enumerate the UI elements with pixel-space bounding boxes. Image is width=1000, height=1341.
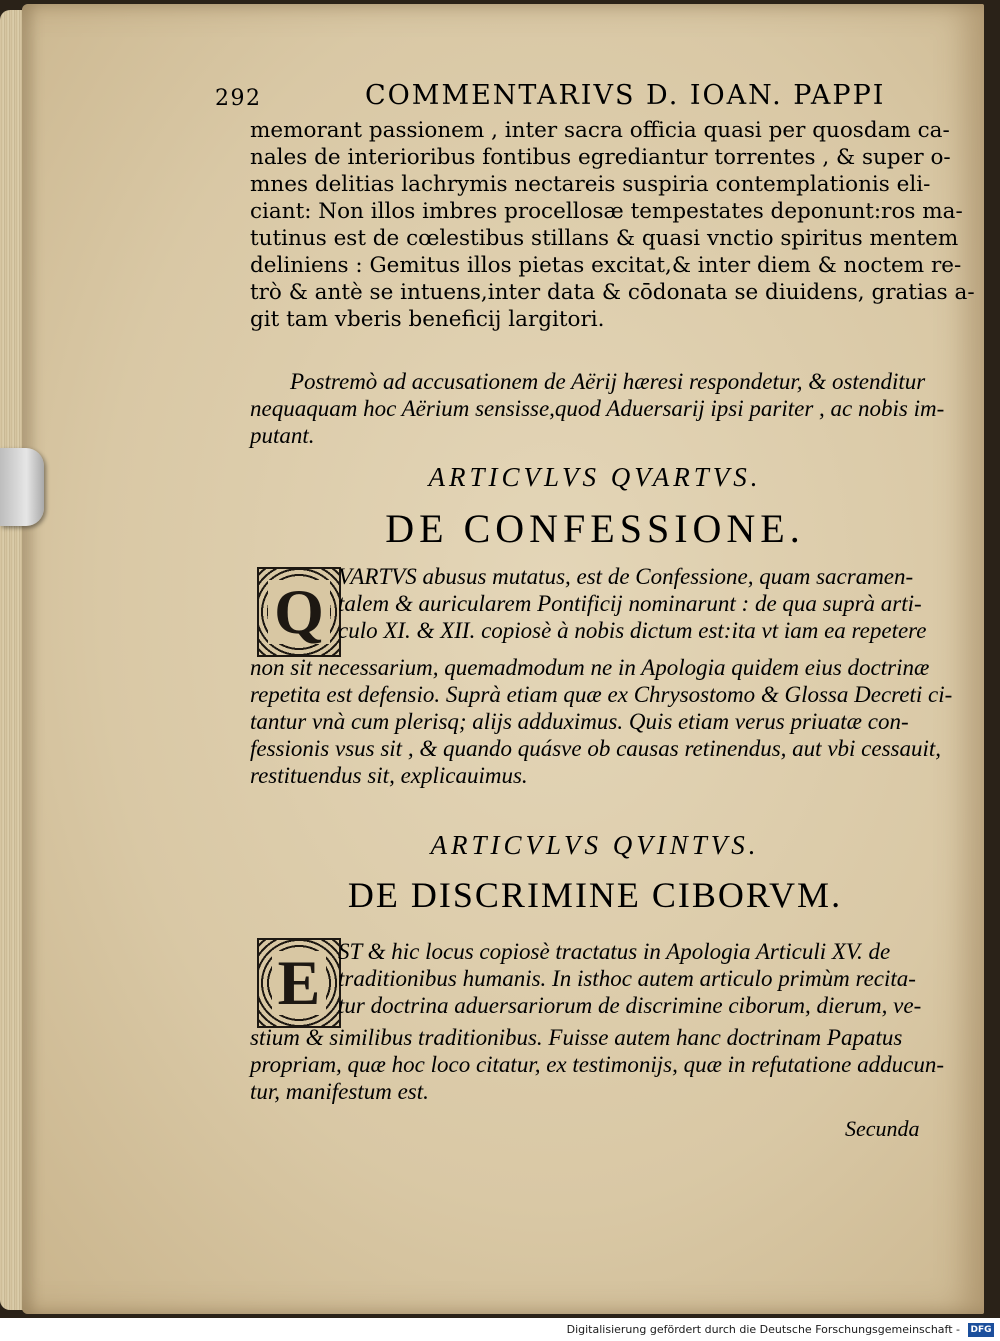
initial-letter: Q: [268, 580, 330, 644]
paragraph-2: [250, 368, 945, 449]
running-head: [215, 78, 935, 118]
article-text-beside-initial: [338, 938, 938, 1019]
text-line: mnes delitias lachrymis nectareis suspiria contemplationis eli-: [250, 172, 931, 197]
paragraph-1: [250, 117, 975, 333]
ornamental-initial: [257, 938, 341, 1028]
text-line: Postremò ad accusationem de Aërij hæresi respondetur, & ostenditur: [290, 369, 926, 394]
text-line: trò & antè se intuens,inter data & cōdonata se diuidens, gratias a-: [250, 280, 975, 305]
article-text: [250, 1024, 944, 1105]
text-line: tur doctrina aduersariorum de discrimine ciborum, dierum, ve-: [338, 993, 922, 1018]
text-line: culo XI. & XII. copiosè à nobis dictum est:ita vt iam ea repetere: [338, 618, 927, 643]
page-number: 292: [215, 86, 262, 111]
text-line: ST & hic locus copiosè tractatus in Apologia Articuli XV. de: [338, 939, 891, 964]
text-line: tur, manifestum est.: [250, 1079, 429, 1104]
text-line: deliniens : Gemitus illos pietas excitat,& inter diem & noctem re-: [250, 253, 962, 278]
text-line: nales de interioribus fontibus egrediantur torrentes , & super o-: [250, 145, 951, 170]
section-title: DE CONFESSIONE.: [385, 506, 805, 551]
dfg-logo-icon: DFG: [968, 1323, 994, 1337]
text-line: fessionis vsus sit , & quando quásve ob causas retinendus, aut vbi cessauit,: [250, 736, 942, 761]
text-line: ciant: Non illos imbres procellosæ tempestates deponunt:ros ma-: [250, 199, 963, 224]
ornamental-initial: [257, 567, 341, 657]
catchword: Secunda: [845, 1116, 920, 1141]
page-marker-tab: [0, 448, 44, 526]
article-heading: ARTICVLVS QVARTVS.: [428, 462, 762, 492]
text-line: non sit necessarium, quemadmodum ne in Apologia quidem eius doctrinæ: [250, 655, 930, 680]
text-line: repetita est defensio. Suprà etiam quæ ex Chrysostomo & Glossa Decreti ci-: [250, 682, 953, 707]
text-line: nequaquam hoc Aërium sensisse,quod Aduersarij ipsi pariter , ac nobis im-: [250, 396, 945, 421]
text-line: talem & auricularem Pontificij nominarunt : de qua suprà arti-: [338, 591, 922, 616]
article-text-beside-initial: [338, 563, 938, 644]
initial-letter: E: [272, 951, 327, 1015]
digitization-footer: [0, 1318, 1000, 1341]
article-text: [250, 654, 953, 789]
text-line: git tam vberis beneficij largitori.: [250, 307, 605, 332]
article-heading: ARTICVLVS QVINTVS.: [430, 830, 760, 860]
text-line: restituendus sit, explicauimus.: [250, 763, 528, 788]
text-line: tutinus est de cœlestibus stillans & quasi vnctio spiritus mentem: [250, 226, 959, 251]
text-line: stium & similibus traditionibus. Fuisse autem hanc doctrinam Papatus: [250, 1025, 903, 1050]
running-title: COMMENTARIVS D. IOAN. PAPPI: [365, 80, 886, 111]
text-line: VARTVS abusus mutatus, est de Confessione, quam sacramen-: [338, 564, 914, 589]
text-line: traditionibus humanis. In isthoc autem articulo primùm recita-: [338, 966, 916, 991]
text-line: tantur vnà cum plerisq; alijs adduximus. Quis etiam verus priuatæ con-: [250, 709, 909, 734]
text-line: propriam, quæ hoc loco citatur, ex testimonijs, quæ in refutatione adducun-: [250, 1052, 944, 1077]
section-title: DE DISCRIMINE CIBORVM.: [347, 875, 843, 915]
text-line: putant.: [250, 423, 315, 448]
funding-credit: Digitalisierung gefördert durch die Deutsche Forschungsgemeinschaft -: [566, 1323, 960, 1336]
text-line: memorant passionem , inter sacra officia quasi per quosdam ca-: [250, 118, 950, 143]
